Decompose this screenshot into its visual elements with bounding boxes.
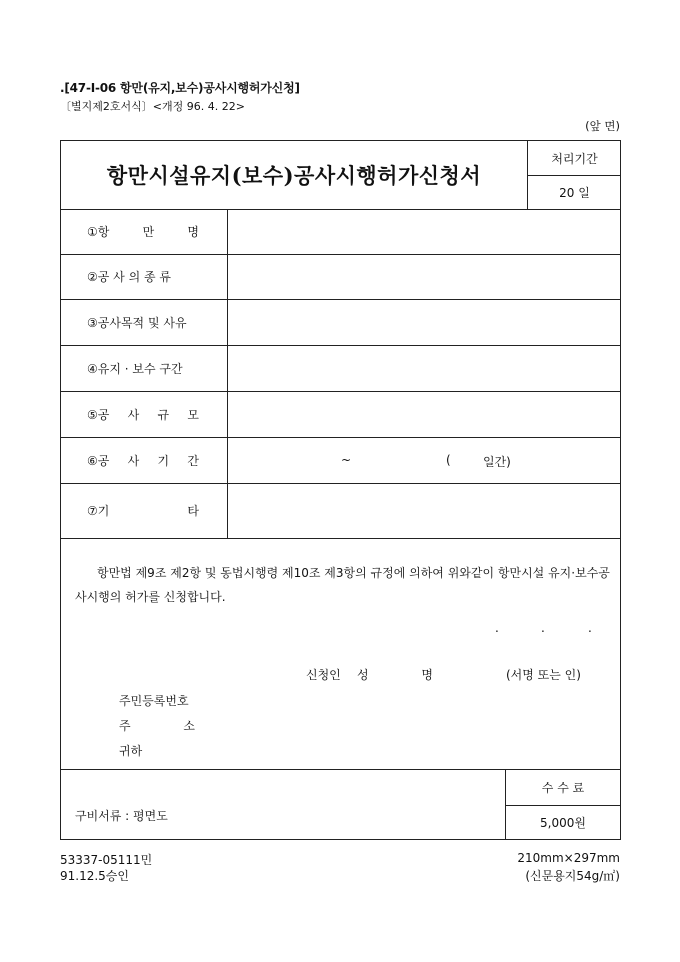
- application-form: [60, 140, 621, 840]
- footer-code: 53337-05111민: [60, 853, 153, 867]
- work-type-input[interactable]: [228, 255, 620, 299]
- resident-number-label: 주민등록번호: [119, 694, 189, 708]
- harbor-name-input[interactable]: [228, 210, 620, 254]
- date-dot: .: [588, 621, 592, 635]
- period-input[interactable]: [228, 438, 620, 483]
- purpose-input[interactable]: [228, 300, 620, 345]
- page-side: (앞 면): [585, 119, 620, 133]
- form-code: .[47-I-06 항만(유지,보수)공사시행허가신청]: [60, 81, 300, 95]
- processing-label: 처리기간: [527, 141, 621, 175]
- field-other: ⑦기 타: [87, 504, 199, 518]
- field-purpose: ③공사목적 및 사유: [87, 315, 187, 330]
- field-scale: ⑤공 사 규 모: [87, 407, 199, 422]
- paper-size: 210mm×297mm: [517, 851, 620, 865]
- period-open-paren: (: [446, 453, 451, 467]
- field-harbor-name: ①항 만 명: [87, 225, 199, 239]
- divider: [61, 538, 620, 539]
- field-period: ⑥공 사 기 간: [87, 453, 199, 468]
- applicant-label: 신청인: [306, 668, 341, 682]
- section-input[interactable]: [228, 346, 620, 391]
- other-input[interactable]: [228, 484, 620, 538]
- period-tilde: ~: [341, 453, 352, 467]
- name-label: 성 명: [357, 668, 433, 682]
- date-dot: .: [541, 621, 545, 635]
- form-title: 항만시설유지(보수)공사시행허가신청서: [106, 163, 482, 188]
- address-label: 주 소: [119, 719, 195, 733]
- date-dot: .: [495, 621, 499, 635]
- footer-approval: 91.12.5승인: [60, 869, 129, 883]
- paper-type: (신문용지54g/㎡): [525, 869, 620, 883]
- attachment-note: 〔별지제2호서식〕<개정 96. 4. 22>: [60, 100, 245, 113]
- addressee: 귀하: [119, 744, 143, 758]
- scale-input[interactable]: [228, 392, 620, 437]
- fee-label: 수 수 료: [541, 781, 585, 795]
- field-section: ④유지 · 보수 구간: [87, 361, 183, 376]
- statement-text: 항만법 제9조 제2항 및 동법시행령 제10조 제3항의 규정에 의하여 위와같이 항만시설 유지·보수공사시행의 허가를 신청합니다.: [75, 566, 610, 604]
- period-days: 일간): [483, 455, 511, 469]
- field-work-type: ②공 사 의 종 류: [87, 270, 171, 284]
- signature-note: (서명 또는 인): [506, 668, 581, 682]
- processing-value: 20 일: [527, 176, 621, 209]
- required-documents: 구비서류 : 평면도: [75, 809, 168, 823]
- fee-value: 5,000원: [540, 816, 586, 830]
